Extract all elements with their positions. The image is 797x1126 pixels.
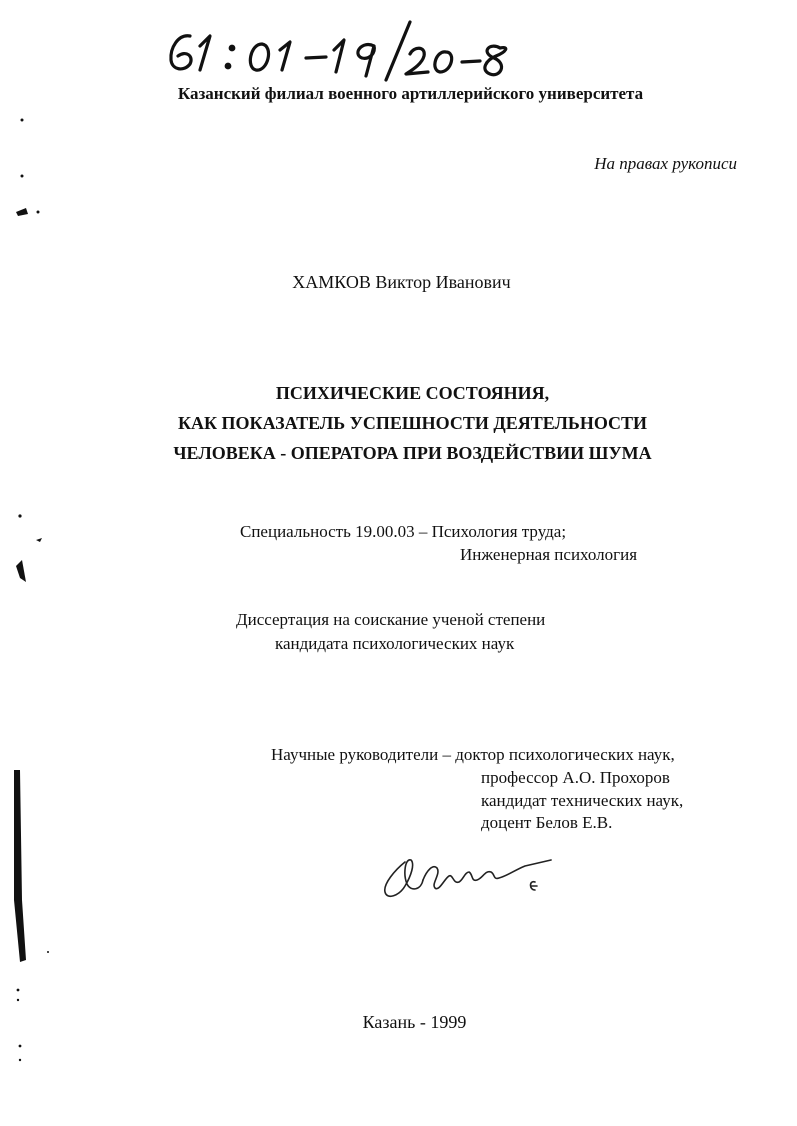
manuscript-rights-note: На правах рукописи — [594, 154, 737, 173]
title-line-1: ПСИХИЧЕСКИЕ СОСТОЯНИЯ, — [275, 383, 550, 403]
dissertation-degree-line-1: Диссертация на соискание ученой степени — [236, 610, 546, 629]
specialty-line-1: Специальность 19.00.03 – Психология труда; — [240, 522, 567, 541]
handwritten-archive-code — [0, 6, 560, 86]
supervisors-line-2: профессор А.О. Прохоров — [481, 768, 670, 787]
supervisors-line-4: доцент Белов Е.В. — [481, 813, 613, 832]
supervisors-line-1: Научные руководители – доктор психологических наук, — [271, 745, 675, 764]
dissertation-degree-line-2: кандидата психологических наук — [275, 634, 515, 653]
signature — [375, 850, 575, 910]
scan-margin-artifacts — [0, 0, 60, 1126]
university-name: Казанский филиал военного артиллерийского университета — [177, 84, 644, 103]
dissertation-title — [0, 378, 797, 468]
title-line-3: ЧЕЛОВЕКА - ОПЕРАТОРА ПРИ ВОЗДЕЙСТВИИ ШУМА — [173, 443, 652, 463]
supervisors-line-3: кандидат технических наук, — [481, 791, 684, 810]
city-and-year: Казань - 1999 — [362, 1012, 467, 1032]
specialty-line-2: Инженерная психология — [460, 545, 638, 564]
title-line-2: КАК ПОКАЗАТЕЛЬ УСПЕШНОСТИ ДЕЯТЕЛЬНОСТИ — [177, 413, 648, 433]
author-name: ХАМКОВ Виктор Иванович — [292, 272, 511, 292]
